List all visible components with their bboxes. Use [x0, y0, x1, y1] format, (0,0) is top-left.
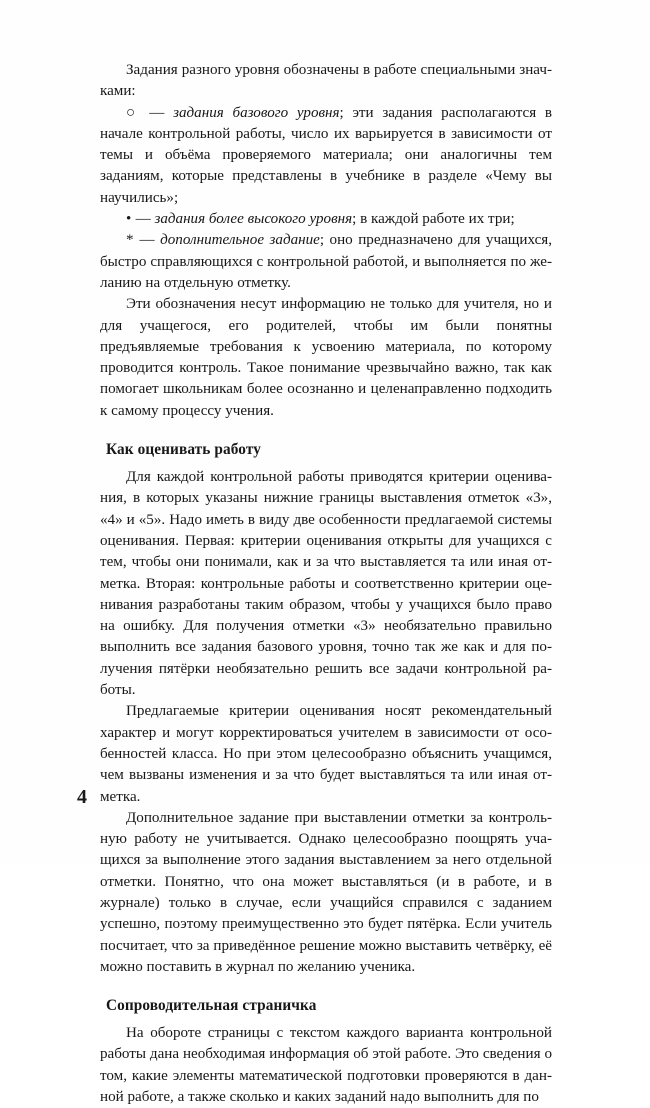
heading-accompanying-page: Сопроводительная страничка — [106, 997, 317, 1015]
list-item-additional-task-term: дополнительное задание — [160, 232, 320, 249]
list-item-additional-task — [100, 230, 552, 294]
list-item-basic-level-term: задания базового уровня — [173, 104, 340, 121]
list-item-higher-level-description: ; в каждой работе их три; — [352, 211, 515, 228]
page-text-block — [100, 60, 552, 1108]
list-item-additional-task-dash: — — [139, 232, 155, 249]
list-item-higher-level — [100, 209, 552, 230]
list-item-basic-level — [100, 103, 552, 209]
intro-paragraph: Задания разного уровня обозначены в работе специальными значками: — [100, 62, 552, 100]
paragraph-criteria-recommendation: Предлагаемые критерии оценивания носят рекомендательный характер и могут корректироваться учителем в зависимости от особенностей класса. Но при этом целесообразно объяснить учащимся, чем вызваны изменения и за что будет выставляться та или иная отметка. — [100, 703, 552, 805]
list-item-higher-level-dash: — — [135, 211, 151, 228]
heading-spacer-top — [100, 978, 552, 995]
paragraph-accompanying-page-body: На обороте страницы с текстом каждого варианта контрольной работы дана необходимая информация об этой работе. Это сведения о том, какие элементы математической подготовки проверяются в данной работе, а также сколько и каких заданий надо выполнить для по — [100, 1025, 552, 1106]
list-item-additional-task-description: ; оно предназначено для учащихся, быстро справляющихся с контрольной работой, и выполняется по желанию на отдельную отметку. — [100, 232, 552, 291]
page-number: 4 — [77, 786, 87, 808]
list-item-higher-level-term: задания более высокого уровня — [154, 211, 353, 228]
heading-spacer-bottom — [100, 460, 552, 467]
list-item-basic-level-dash: — — [149, 104, 165, 121]
list-item-higher-level-marker-icon: • — [126, 211, 132, 228]
list-item-additional-task-marker-icon: * — [126, 232, 135, 249]
heading-spacer-bottom — [100, 1016, 552, 1023]
heading-spacer-top — [100, 422, 552, 439]
paragraph-grading-criteria: Для каждой контрольной работы приводятся критерии оценивания, в которых указаны нижние границы выставления отметок «3», «4» и «5». Надо иметь в виду две особенности предлагаемой системы оценивания. Первая: критерии оценивания открыты для учащихся с тем, чтобы они понимали, как и за что выставляется та или иная отметка. Вторая: контрольные работы и соответственно критерии оценивания разработаны таким образом, чтобы у учащихся было право на ошибку. Для получения отметки «3» необязательно правильно выполнить все задания базового уровня, точно так же как и для получения пятёрки необязательно решить все задачи контрольной работы. — [100, 469, 552, 699]
paragraph-additional-task-grading: Дополнительное задание при выставлении отметки за контрольную работу не учитывается. Однако целесообразно поощрять учащихся за выполнение этого задания выставлением за него отдельной отметки. Понятно, что она может выставляться (и в работе, и в журнале) только в случае, если учащийся справился с заданием успешно, поэтому преимущественно это будет пятёрка. Если учитель посчитает, что за приведённое решение можно выставить четвёрку, её можно поставить в журнал по желанию ученика. — [100, 809, 552, 975]
list-item-basic-level-marker-icon: ○ — [126, 104, 141, 121]
paragraph-designations-info: Эти обозначения несут информацию не только для учителя, но и для учащегося, его родителей, чтобы им были понятны предъявляемые требования к усвоению материала, по которому проводится контроль. Такое понимание чрезвычайно важно, так как помогает школьникам более осознанно и целенаправленно подходить к самому процессу учения. — [100, 296, 552, 419]
list-item-basic-level-description: ; эти задания располагаются в начале контрольной работы, число их варьируется в зависимости от темы и объёма проверяемого материала; они аналогичны тем заданиям, которые представлены в учебнике в разделе «Чему вы научились»; — [100, 104, 552, 206]
heading-how-to-grade: Как оценивать работу — [106, 441, 262, 459]
